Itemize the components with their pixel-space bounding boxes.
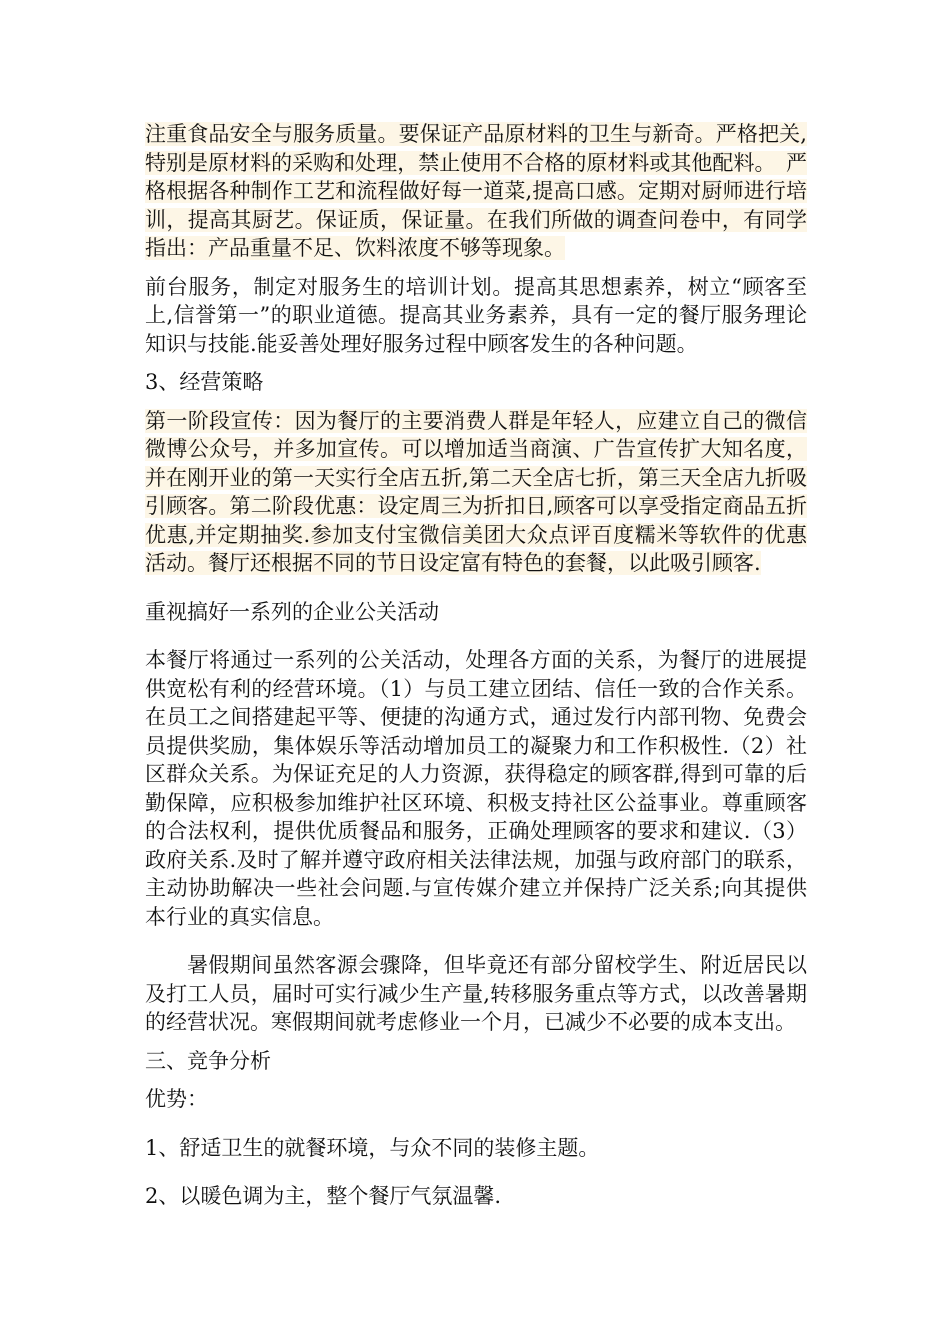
section-heading-pr: 重视搞好一系列的企业公关活动 bbox=[145, 599, 439, 624]
paragraph-promotion bbox=[145, 407, 807, 578]
list-item: 1、舒适卫生的就餐环境，与众不同的装修主题。 bbox=[145, 1135, 600, 1160]
paragraph-pr-activities: 本餐厅将通过一系列的公关活动，处理各方面的关系，为餐厅的进展提供宽松有利的经营环境。（1）与员工建立团结、信任一致的合作关系。在员工之间搭建起平等、便捷的沟通方式，通过发行内部刊物、免费会员提供奖励，集体娱乐等活动增加员工的凝聚力和工作积极性.（2）社区群众关系。为保证充足的人力资源，获得稳定的顾客群,得到可靠的后勤保障，应积极参加维护社区环境、积极支持社区公益事业。尊重顾客的合法权利，提供优质餐品和服务，正确处理顾客的要求和建议.（3）政府关系.及时了解并遵守政府相关法律法规，加强与政府部门的联系，主动协助解决一些社会问题.与宣传媒介建立并保持广泛关系;向其提供本行业的真实信息。 bbox=[145, 648, 807, 929]
paragraph-food-safety bbox=[145, 120, 807, 263]
paragraph-front-service: 前台服务，制定对服务生的培训计划。提高其思想素养，树立“顾客至上,信誉第一”的职业道德。提高其业务素养，具有一定的餐厅服务理论知识与技能.能妥善处理好服务过程中顾客发生的各种问题。 bbox=[145, 274, 807, 356]
section-heading-advantages: 优势： bbox=[145, 1087, 208, 1111]
highlighted-text: 第一阶段宣传：因为餐厅的主要消费人群是年轻人，应建立自己的微信微博公众号，并多加宣传。可以增加适当商演、广告宣传扩大知名度，并在刚开业的第一天实行全店五折,第二天全店七折，第三天全店九折吸引顾客。第二阶段优惠：设定周三为折扣日,顾客可以享受指定商品五折优惠,并定期抽奖.参加支付宝微信美团大众点评百度糯米等软件的优惠活动。餐厅还根据不同的节日设定富有特色的套餐，以此吸引顾客. bbox=[145, 408, 807, 575]
document-page bbox=[145, 120, 807, 1221]
highlighted-text: 注重食品安全与服务质量。要保证产品原材料的卫生与新奇。严格把关,特别是原材料的采购和处理，禁止使用不合格的原材料或其他配料。 严格根据各种制作工艺和流程做好每一道菜,提高口感。定期对厨师进行培训，提高其厨艺。保证质，保证量。在我们所做的调查问卷中，有同学指出：产品重量不足、饮料浓度不够等现象。 bbox=[145, 122, 807, 260]
section-heading-competition: 三、竞争分析 bbox=[145, 1048, 271, 1073]
list-item: 2、以暖色调为主，整个餐厅气氛温馨. bbox=[145, 1184, 502, 1208]
paragraph-holiday: 暑假期间虽然客源会骤降，但毕竟还有部分留校学生、附近居民以及打工人员，届时可实行减少生产量,转移服务重点等方式，以改善暑期的经营状况。寒假期间就考虑修业一个月，已减少不必要的成本支出。 bbox=[145, 953, 807, 1034]
section-heading-strategy: 3、经营策略 bbox=[145, 370, 264, 394]
